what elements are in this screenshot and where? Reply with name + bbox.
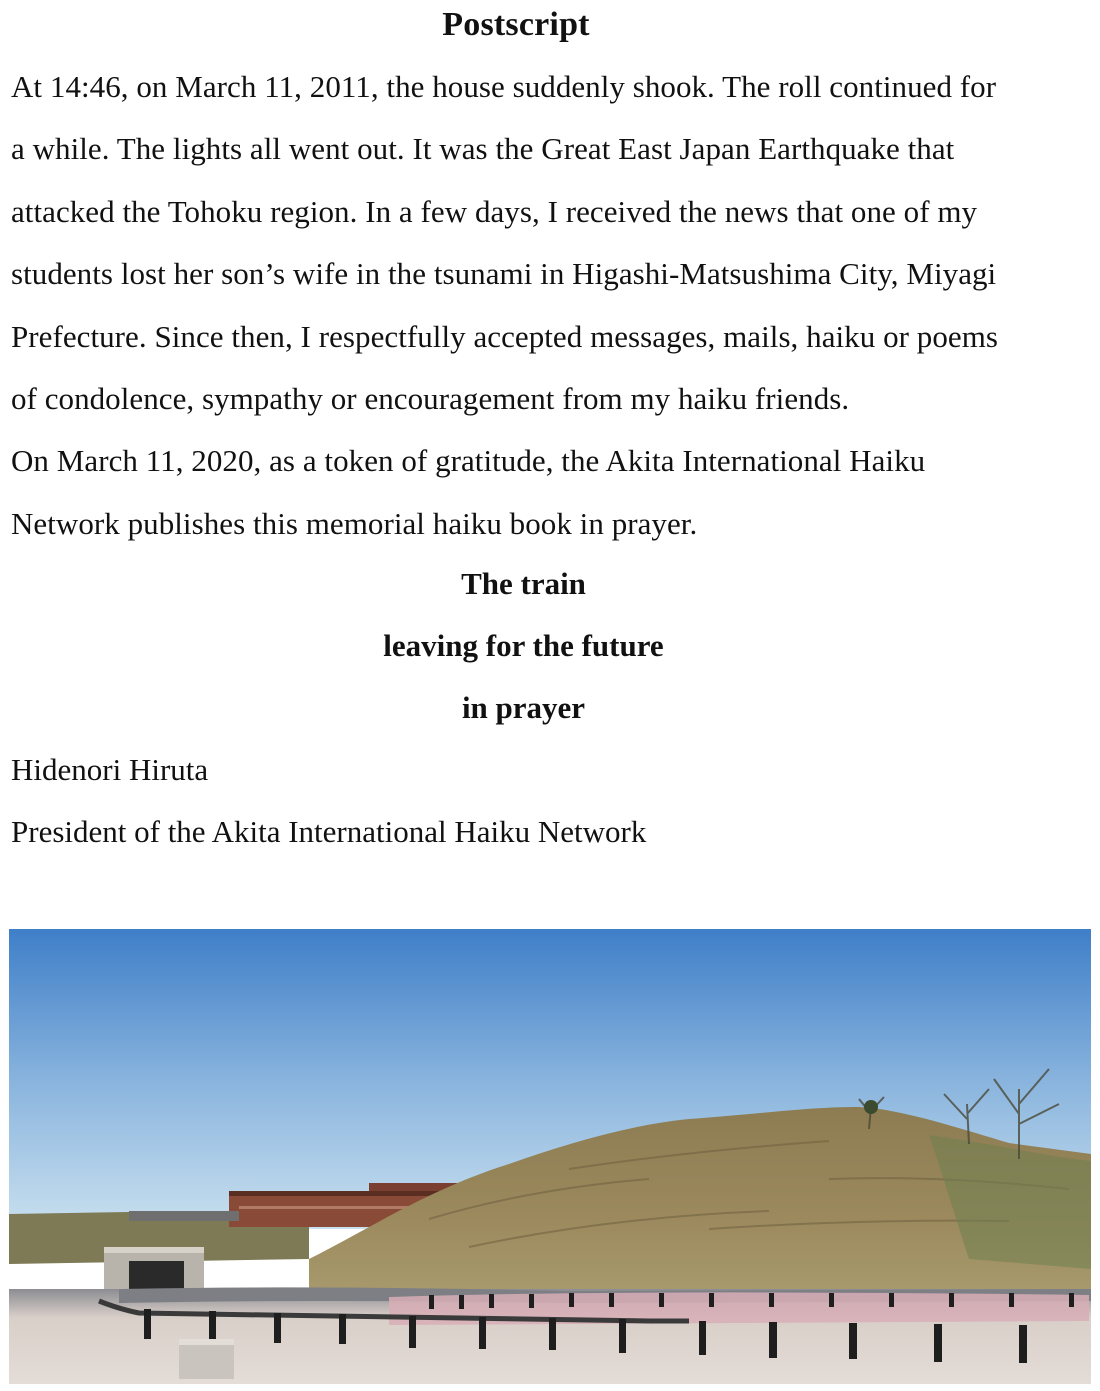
- haiku-line: leaving for the future: [383, 628, 664, 664]
- haiku-verse: [0, 553, 1047, 740]
- paragraph-line: Network publishes this memorial haiku book in prayer.: [11, 505, 698, 541]
- paragraph-line: On March 11, 2020, as a token of gratitude, the Akita International Haiku: [11, 443, 926, 479]
- paragraph-line: students lost her son’s wife in the tsunami in Higashi-Matsushima City, Miyagi: [11, 256, 997, 292]
- paragraph-line: At 14:46, on March 11, 2011, the house suddenly shook. The roll continued for: [11, 69, 997, 104]
- memorial-hill-photo: [9, 929, 1091, 1384]
- document-title: Postscript: [442, 6, 590, 43]
- haiku-line: in prayer: [461, 690, 586, 726]
- paragraph-line: Prefecture. Since then, I respectfully accepted messages, mails, haiku or poems: [11, 318, 998, 354]
- haiku-line: The train: [461, 566, 586, 601]
- postscript-paragraph: [11, 56, 1095, 555]
- author-name: Hidenori Hiruta: [11, 752, 209, 787]
- paragraph-line: of condolence, sympathy or encouragement from my haiku friends.: [11, 381, 850, 417]
- paragraph-line: a while. The lights all went out. It was the Great East Japan Earthquake that: [11, 131, 955, 167]
- paragraph-line: attacked the Tohoku region. In a few days, I received the news that one of my: [11, 193, 978, 229]
- author-title: President of the Akita International Haiku Network: [11, 814, 647, 850]
- author-signature: [11, 739, 1011, 864]
